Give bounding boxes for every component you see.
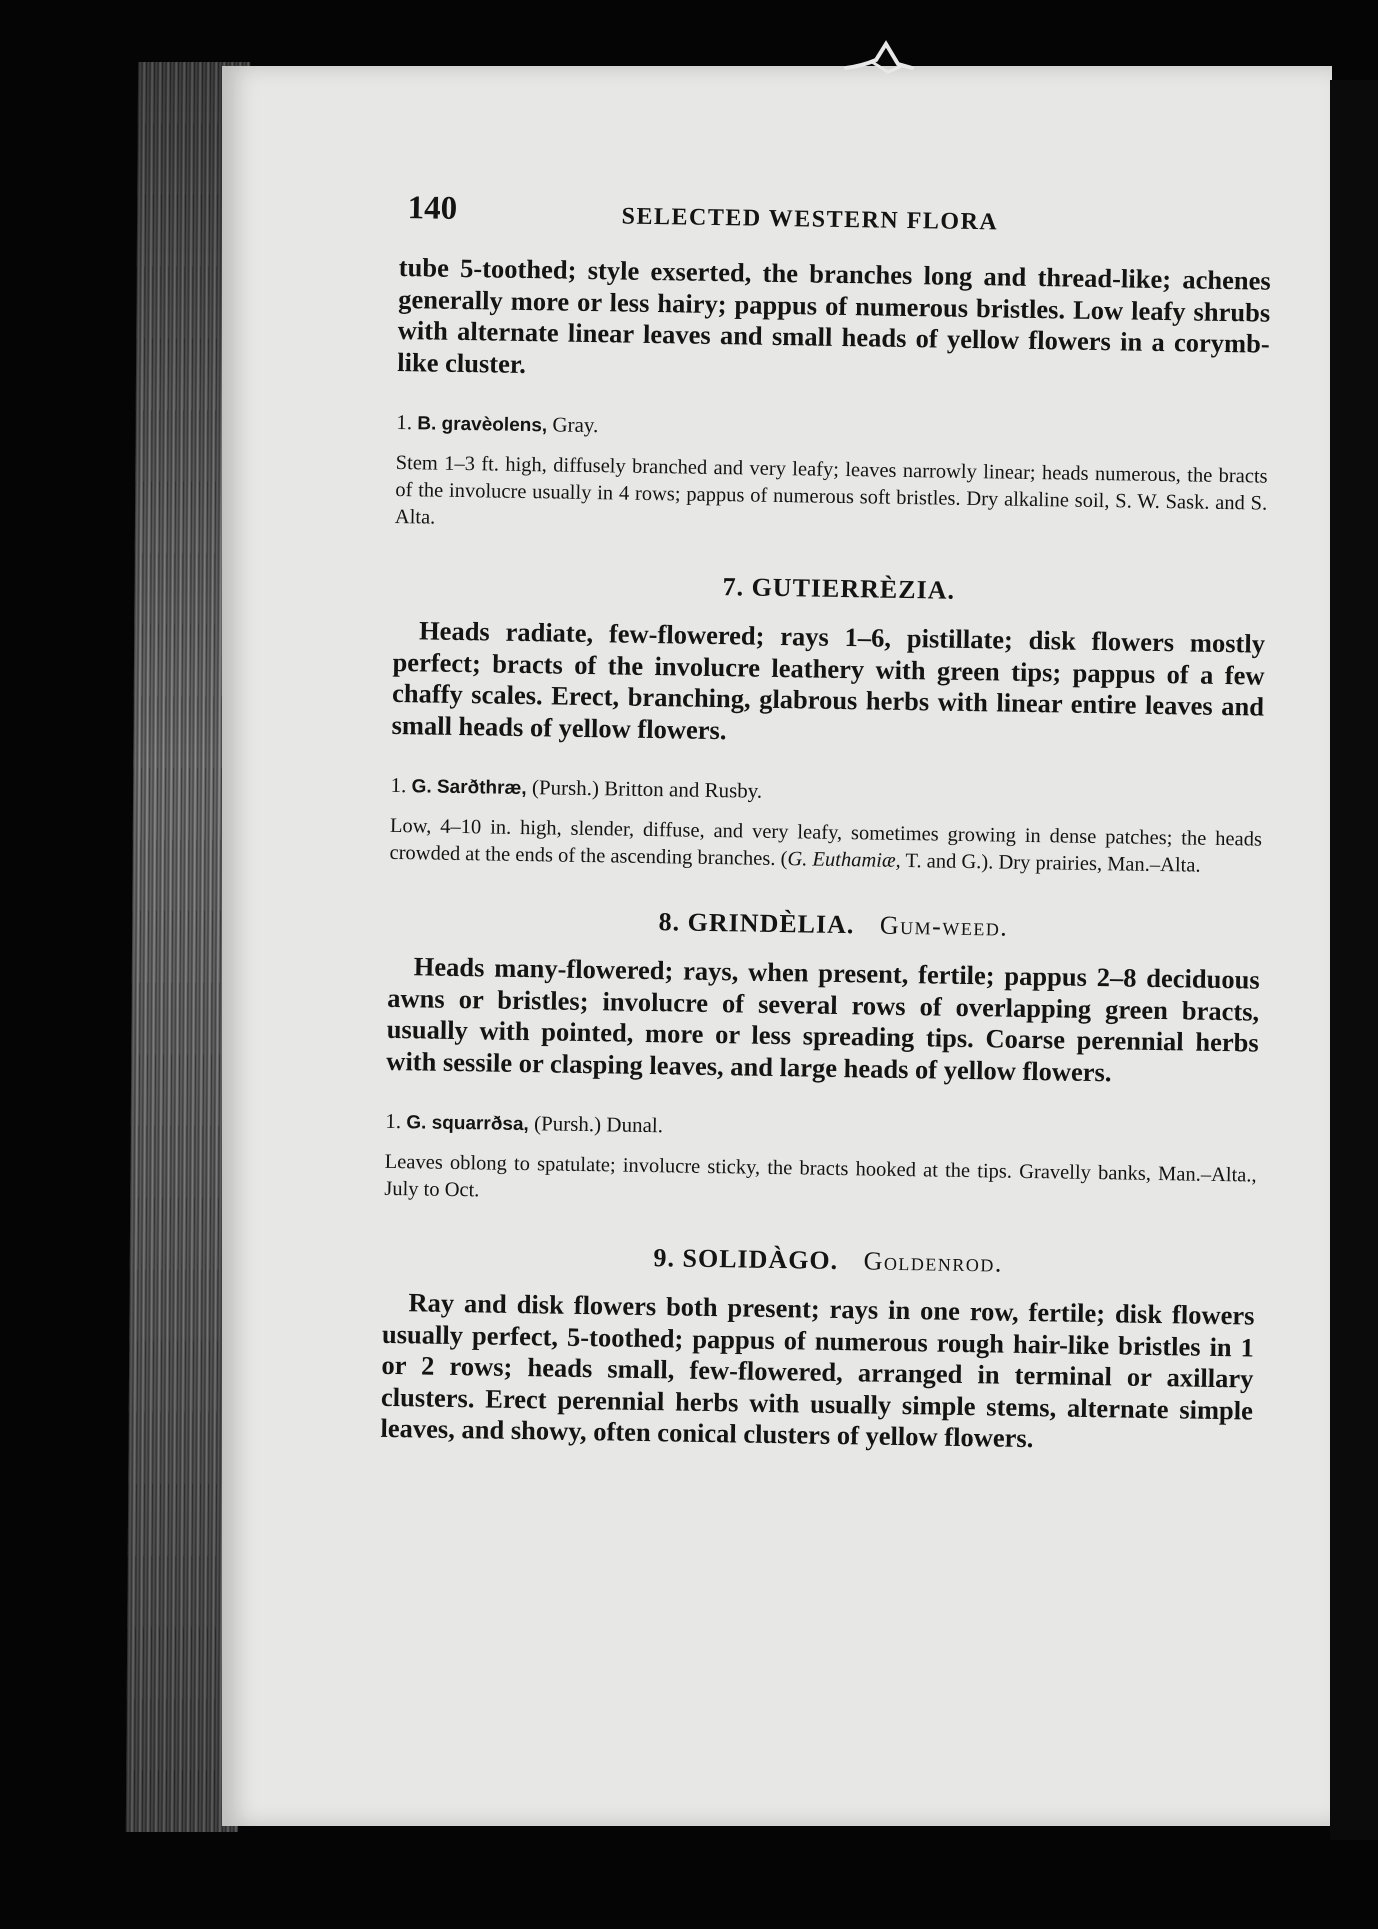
species-synonym: G. Euthamiæ,	[787, 848, 901, 872]
genus-number: 8.	[658, 907, 681, 937]
species-description-text-end: T. and G.). Dry prairies, Man.–Alta.	[900, 849, 1201, 877]
genus-description-continued: tube 5-toothed; style exserted, the branches long and thread-like; achenes generally more or less hairy; pappus of numerous bristles. Low leafy shrubs with alternate linear leaves and small heads of yellow flowers in a corymb-like cluster.	[397, 251, 1271, 379]
genus-description: Ray and disk flowers both present; rays in one row, fertile; disk flowers usually perfect, 5-toothed; pappus of numerous rough hair-like bristles in 1 or 2 rows; heads small, few-flowered, arranged in terminal or axillary clusters. Erect perennial herbs with usually simple stems, alternate simple leaves, and showy, often conical clusters of yellow flowers.	[380, 1287, 1255, 1454]
genus-number: 9.	[653, 1243, 676, 1273]
species-heading	[390, 771, 1280, 815]
species-epithet: gravèolens,	[441, 413, 548, 437]
page-content	[380, 190, 1290, 1458]
page-number: 140	[407, 190, 458, 227]
genus-number: 7.	[722, 572, 745, 602]
genus-description: Heads many-flowered; rays, when present, fertile; pappus 2–8 deciduous awns or bristles; involucre of several rows of overlapping green bracts, usually with pointed, more or less spreading tips. Coarse perennial herbs with sessile or clasping leaves, and large heads of yellow flowers.	[386, 951, 1260, 1087]
species-description-text: Low, 4–10 in. high, slender, diffuse, and very leafy, sometimes growing in dense patches; the heads crowded at the ends of the ascending branches. (	[389, 814, 1263, 871]
genus-common-name: Goldenrod.	[863, 1246, 1004, 1278]
genus-name: GUTIERRÈZIA.	[751, 572, 956, 605]
species-heading	[385, 1107, 1275, 1151]
species-description	[389, 813, 1280, 881]
species-epithet: Sarðthræ,	[436, 776, 527, 800]
genus-name: SOLIDÀGO.	[682, 1243, 839, 1276]
species-heading	[396, 408, 1286, 452]
species-number: 1.	[396, 409, 413, 435]
genus-common-name: Gum-weed.	[879, 910, 1009, 942]
species-number: 1.	[390, 772, 407, 798]
species-number: 1.	[385, 1108, 402, 1134]
facing-page-edge	[1330, 80, 1378, 1840]
species-epithet: squarrðsa,	[431, 1112, 529, 1136]
genus-heading	[394, 567, 1284, 611]
genus-heading	[388, 903, 1278, 947]
genus-description: Heads radiate, few-flowered; rays 1–6, pistillate; disk flowers mostly perfect; bracts of the involucre leathery with green tips; pappus of a few chaffy scales. Erect, branching, glabrous herbs with linear entire leaves and small heads of yellow flowers.	[391, 615, 1266, 745]
species-description: Stem 1–3 ft. high, diffusely branched and very leafy; leaves narrowly linear; heads numerous, the bracts of the involucre usually in 4 rows; pappus of numerous soft bristles. Dry alkaline soil, S. W. Sask. and S. Alta.	[394, 451, 1268, 529]
running-title: SELECTED WESTERN FLORA	[621, 203, 999, 236]
species-genus-abbrev: G.	[411, 776, 432, 798]
genus-heading	[383, 1239, 1273, 1283]
species-genus-abbrev: G.	[406, 1112, 427, 1134]
species-authority: Gray.	[552, 412, 599, 438]
species-authority: (Pursh.) Dunal.	[533, 1111, 664, 1138]
species-description: Leaves oblong to spatulate; involucre sticky, the bracts hooked at the tips. Gravelly banks, Man.–Alta., July to Oct.	[384, 1150, 1257, 1202]
species-authority: (Pursh.) Britton and Rusby.	[531, 775, 763, 803]
species-genus-abbrev: B.	[417, 413, 437, 435]
scan-mark-icon	[842, 38, 922, 84]
genus-name: GRINDÈLIA.	[687, 907, 855, 940]
